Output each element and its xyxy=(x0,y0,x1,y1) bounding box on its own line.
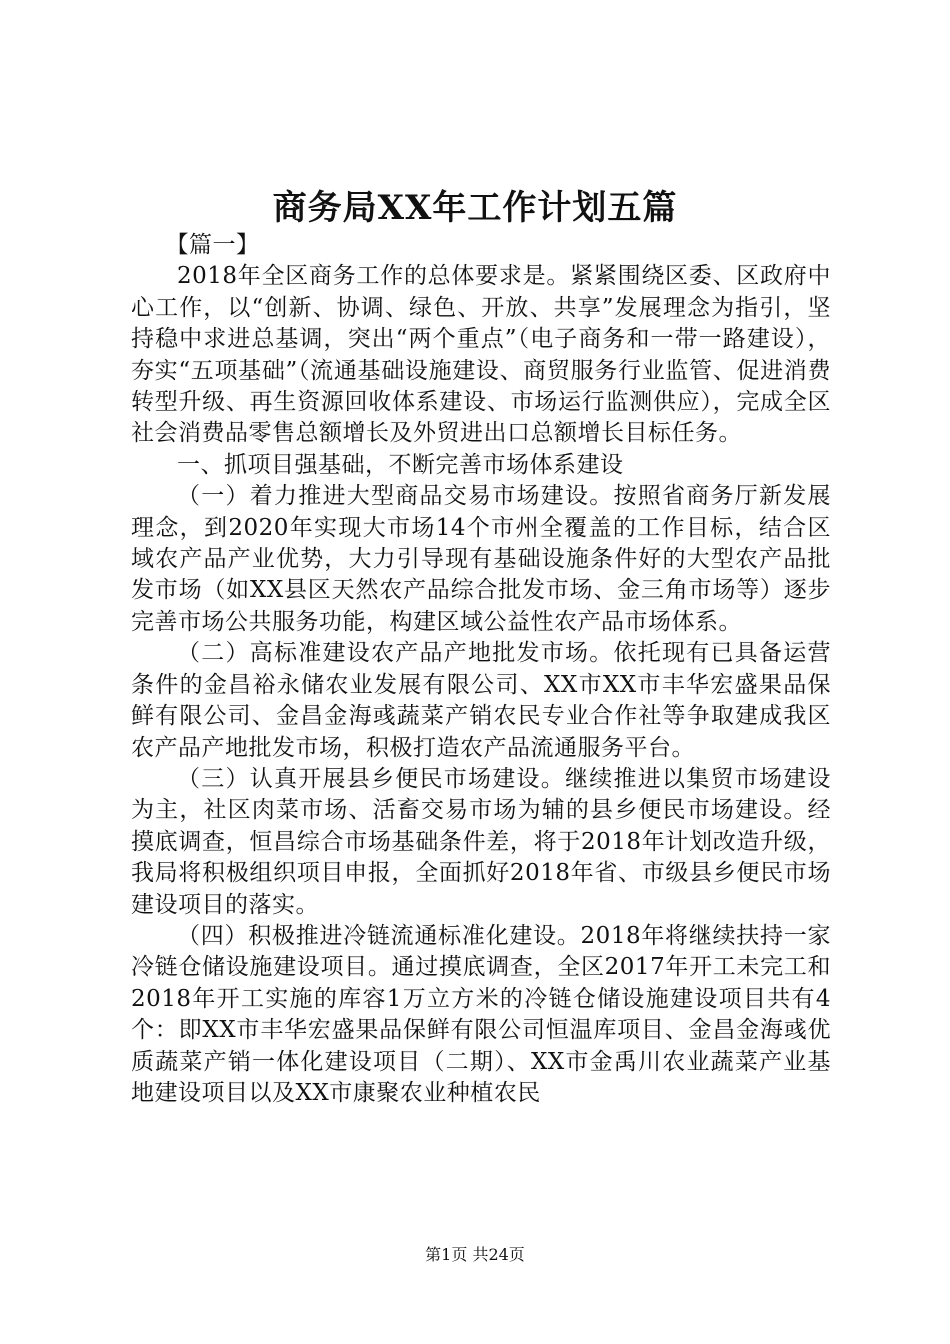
paragraph-item-3: （三）认真开展县乡便民市场建设。继续推进以集贸市场建设为主，社区肉菜市场、活畜交易市场为辅的县乡便民市场建设。经摸底调查，恒昌综合市场基础条件差，将于2018年计划改造升级，我局将积极组织项目申报，全面抓好2018年省、市级县乡便民市场建设项目的落实。 xyxy=(131,765,831,918)
paragraph-item-2: （二）高标准建设农产品产地批发市场。依托现有已具备运营条件的金昌裕永储农业发展有限公司、XX市XX市丰华宏盛果品保鲜有限公司、金昌金海彧蔬菜产销农民专业合作社等争取建成我区农产品产地批发市场，积极打造农产品流通服务平台。 xyxy=(131,640,831,761)
section-label: 【篇一】 xyxy=(165,232,260,258)
paragraph-item-4: （四）积极推进冷链流通标准化建设。2018年将继续扶持一家冷链仓储设施建设项目。通过摸底调查，全区2017年开工未完工和2018年开工实施的库容1万立方米的冷链仓储设施建设项目共有4个：即XX市丰华宏盛果品保鲜有限公司恒温库项目、金昌金海彧优质蔬菜产销一体化建设项目（二期）、XX市金禹川农业蔬菜产业基地建设项目以及XX市康聚农业种植农民 xyxy=(131,922,831,1106)
paragraph-intro: 2018年全区商务工作的总体要求是。紧紧围绕区委、区政府中心工作，以“创新、协调、绿色、开放、共享”发展理念为指引，坚持稳中求进总基调，突出“两个重点”（电子商务和一带一路建设），夯实“五项基础”（流通基础设施建设、商贸服务行业监管、促进消费转型升级、再生资源回收体系建设、市场运行监测供应），完成全区社会消费品零售总额增长及外贸进出口总额增长目标任务。 xyxy=(131,263,831,447)
section-heading-one: 一、抓项目强基础，不断完善市场体系建设 xyxy=(177,451,624,478)
page-footer: 第1页 共24页 xyxy=(425,1245,525,1264)
paragraph-item-1: （一）着力推进大型商品交易市场建设。按照省商务厅新发展理念，到2020年实现大市场14个市州全覆盖的工作目标，结合区域农产品产业优势，大力引导现有基础设施条件好的大型农产品批发市场（如XX县区天然农产品综合批发市场、金三角市场等）逐步完善市场公共服务功能，构建区域公益性农产品市场体系。 xyxy=(131,483,831,635)
document-title: 商务局XX年工作计划五篇 xyxy=(272,188,678,228)
document-body xyxy=(131,230,831,1109)
